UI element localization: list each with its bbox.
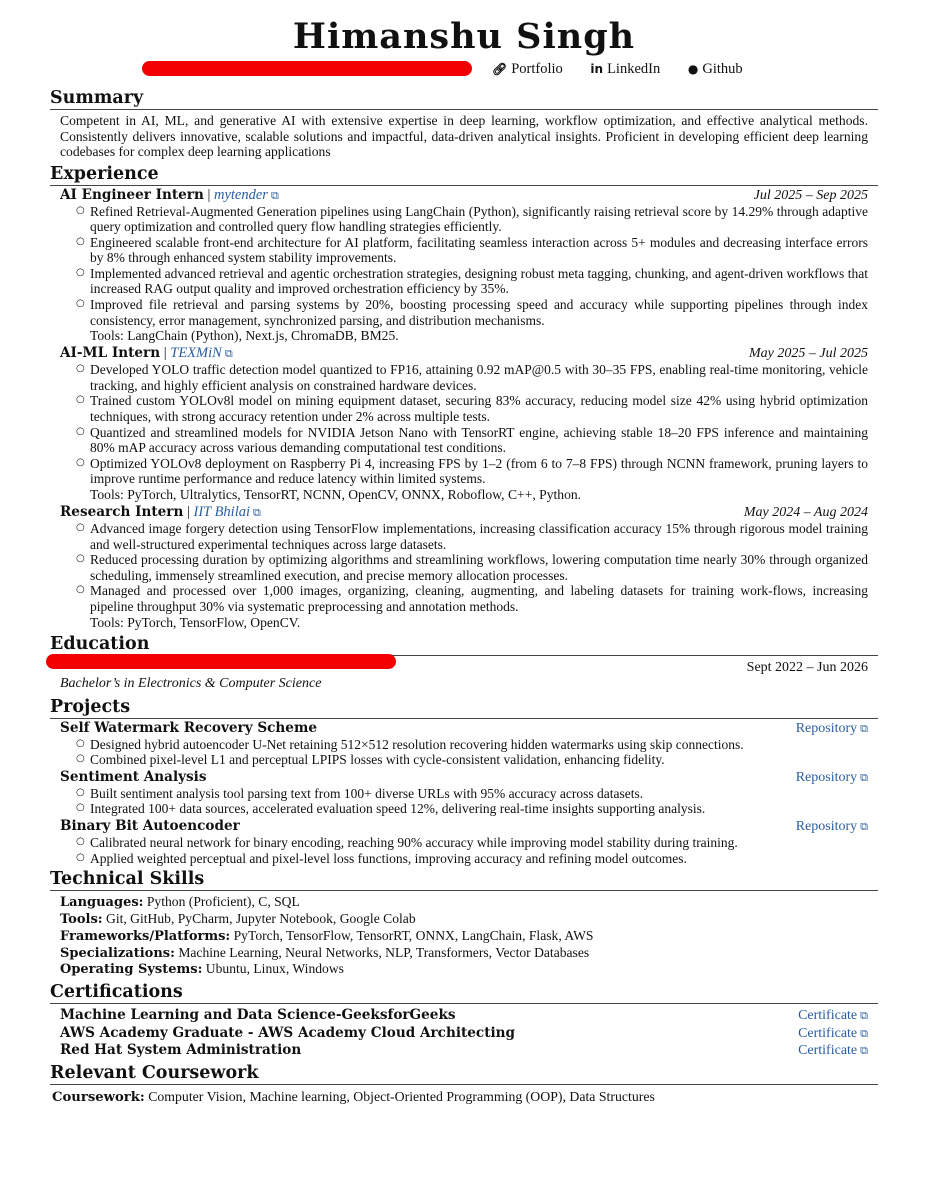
skill-row: Specializations: Machine Learning, Neural Networks, NLP, Transformers, Vector Databases [60, 944, 590, 961]
project-name: Self Watermark Recovery Scheme [60, 719, 317, 736]
certification-row [50, 1042, 878, 1060]
experience-heading: Experience [50, 163, 878, 186]
external-link-icon[interactable]: ⧉ [860, 1009, 868, 1023]
external-link-icon[interactable]: ⧉ [270, 188, 279, 202]
summary-heading: Summary [50, 87, 878, 110]
education-heading: Education [50, 633, 878, 656]
bullet: ○ Refined Retrieval-Augmented Generation pipelines using LangChain (Python), significantly raising retrieval score by 14.29% through adaptive query optimization and controlled query flow handling strategies efficiently. [90, 204, 868, 235]
certificate-link[interactable]: Certificate [798, 1043, 858, 1059]
external-link-icon[interactable]: ⧉ [860, 1026, 868, 1040]
job-role: Research Intern [60, 504, 184, 520]
coursework-line: Coursework: Computer Vision, Machine learning, Object-Oriented Programming (OOP), Data Structures [52, 1088, 655, 1105]
project-entry [50, 818, 878, 866]
education-dates: Sept 2022 – Jun 2026 [746, 659, 868, 675]
skills-list [50, 891, 878, 979]
certifications-heading: Certifications [50, 981, 878, 1004]
github-icon: ● [687, 62, 699, 76]
github-link[interactable]: ● Github [687, 61, 743, 77]
bullet: ○ Engineered scalable front-end architecture for AI platform, facilitating seamless interaction across 5+ modules and decreasing interface errors by 8% through enhanced system stability improvements. [90, 235, 868, 266]
bullet: ○ Advanced image forgery detection using TensorFlow implementations, increasing classification accuracy 15% through rigorous model training and well-structured experimental techniques across large datasets. [90, 521, 868, 552]
bullet: ○ Improved file retrieval and parsing systems by 20%, boosting processing speed and accuracy while supporting pipelines through index consistency, error management, synchronized parsing, and distribution mechanisms. [90, 297, 868, 328]
portfolio-link[interactable]: 🔗︎ Portfolio [492, 61, 563, 77]
bullet: ○ Quantized and streamlined models for NVIDIA Jetson Nano with TensorRT engine, achieving stable 18–20 FPS inference and maintaining 80% mAP accuracy across various demanding computational test conditions. [90, 425, 868, 456]
bullet: ○ Integrated 100+ data sources, accelerated evaluation speed 12%, delivering real-time insights supporting analysis. [90, 801, 868, 817]
repository-link[interactable]: Repository [795, 769, 858, 785]
certificate-link[interactable]: Certificate [798, 1025, 858, 1041]
external-link-icon[interactable]: ⧉ [860, 770, 868, 784]
project-entry [50, 720, 878, 768]
coursework-heading: Relevant Coursework [50, 1062, 878, 1085]
bullet: ○ Designed hybrid autoencoder U-Net retaining 512×512 resolution recovering hidden watermarks using skip connections. [90, 737, 868, 753]
redaction-bar [46, 654, 396, 669]
company-link[interactable]: TEXMiN [170, 345, 222, 362]
skill-row: Frameworks/Platforms: PyTorch, TensorFlow, TensorRT, ONNX, LangChain, Flask, AWS [60, 927, 594, 944]
link-icon: 🔗︎ [492, 62, 508, 76]
external-link-icon[interactable]: ⧉ [860, 1044, 868, 1058]
job-entry: AI-ML Intern | TEXMiN ⧉ May 2025 – Jul 2025 ○ Developed YOLO traffic detection model quantized to FP16, attaining 0.92 mAP@0.5 with 30–35 FPS, enabling real-time monitoring, vehicle tracking, and highly efficient analysis on constrained hardware devices. ○ Trained custom YOLOv8l model on mining equipment dataset, securing 83% accuracy, reducing model size 42% using hybrid optimization techniques, with strong accuracy retention under 2% across multiple tests. ○ Quantized and streamlined models for NVIDIA Jetson Nano with TensorRT engine, achieving stable 18–20 FPS inference and maintaining 80% mAP accuracy across various demanding computational test conditions. ○ Optimized YOLOv8 deployment on Raspberry Pi 4, increasing FPS by 1–2 (from 6 to 7–8 FPS) through NCNN framework, pruning layers to improve runtime performance and reduce latency within limited systems. Tools: PyTorch, Ultralytics, TensorRT, NCNN, OpenCV, ONNX, Roboflow, C++, Python. [50, 345, 878, 503]
linkedin-link[interactable]: in LinkedIn [590, 61, 661, 77]
repository-link[interactable]: Repository [795, 818, 858, 834]
company-link[interactable]: mytender [214, 186, 268, 203]
project-name: Binary Bit Autoencoder [60, 817, 240, 834]
bullet: ○ Built sentiment analysis tool parsing text from 100+ diverse URLs with 95% accuracy across datasets. [90, 786, 868, 802]
bullet: ○ Optimized YOLOv8 deployment on Raspberry Pi 4, increasing FPS by 1–2 (from 6 to 7–8 FPS) through NCNN framework, pruning layers to improve runtime performance and reduce latency within limited systems. [90, 456, 868, 487]
bullet: ○ Managed and processed over 1,000 images, organizing, cleaning, augmenting, and labeling datasets for training work-flows, increasing pipeline throughput 30% via systematic preprocessing and annotation methods. [90, 583, 868, 614]
bullet: ○ Implemented advanced retrieval and agentic orchestration strategies, designing robust meta tagging, chunking, and agent-driven workflows that increased RAG output quality and improved orchestration efficiency by 35%. [90, 266, 868, 297]
candidate-name: Himanshu Singh [292, 16, 636, 57]
external-link-icon[interactable]: ⧉ [224, 347, 233, 361]
job-dates: May 2025 – Jul 2025 [749, 346, 868, 362]
skills-heading: Technical Skills [50, 868, 878, 891]
bullet: ○ Trained custom YOLOv8l model on mining equipment dataset, securing 83% accuracy, reducing model size 42% using hybrid optimization techniques, with strong accuracy retention under 2% across multiple tests. [90, 393, 868, 424]
job-role: AI Engineer Intern [60, 186, 204, 203]
certification-row [50, 1025, 878, 1043]
bullet: ○ Reduced processing duration by optimizing algorithms and streamlining workflows, lowering computation time nearly 30% through organized scheduling, immensely streamlined execution, and precise memory allocation processes. [90, 552, 868, 583]
tools-line: Tools: PyTorch, Ultralytics, TensorRT, NCNN, OpenCV, ONNX, Roboflow, C++, Python. [90, 487, 582, 502]
external-link-icon[interactable]: ⧉ [860, 819, 868, 833]
bullet: ○ Combined pixel-level L1 and perceptual LPIPS losses with cycle-consistent validation, enhancing fidelity. [90, 752, 868, 768]
job-dates: May 2024 – Aug 2024 [743, 505, 868, 520]
tools-line: Tools: LangChain (Python), Next.js, ChromaDB, BM25. [90, 328, 399, 344]
external-link-icon[interactable]: ⧉ [860, 721, 868, 735]
project-entry [50, 769, 878, 817]
certification-name: Red Hat System Administration [60, 1042, 302, 1059]
education-entry [50, 656, 878, 694]
certificate-link[interactable]: Certificate [798, 1008, 858, 1024]
certification-row [50, 1007, 878, 1025]
summary-text: Competent in AI, ML, and generative AI with extensive expertise in deep learning, workflow optimization, and effective analytical methods. Consistently delivers innovative, scalable solutions and impactful, data-driven analytical insights. Proficient in developing efficient deep learning codebases for complex deep learning applications [60, 113, 868, 159]
skill-row: Tools: Git, GitHub, PyCharm, Jupyter Notebook, Google Colab [60, 910, 416, 927]
job-dates: Jul 2025 – Sep 2025 [753, 187, 868, 203]
project-name: Sentiment Analysis [60, 768, 207, 785]
skill-row: Operating Systems: Ubuntu, Linux, Windows [60, 961, 344, 978]
resume-page [50, 16, 878, 1109]
linkedin-icon: in [590, 62, 604, 76]
contact-row [50, 59, 878, 85]
repository-link[interactable]: Repository [795, 720, 858, 736]
redaction-bar [142, 61, 472, 76]
bullet: ○ Developed YOLO traffic detection model quantized to FP16, attaining 0.92 mAP@0.5 with 30–35 FPS, enabling real-time monitoring, vehicle tracking, and highly efficient analysis on constrained hardware devices. [90, 362, 868, 393]
tools-line: Tools: PyTorch, TensorFlow, OpenCV. [90, 614, 301, 630]
projects-heading: Projects [50, 696, 878, 719]
contact-links [492, 61, 767, 78]
education-degree: Bachelor’s in Electronics & Computer Science [60, 675, 322, 691]
job-role: AI-ML Intern [60, 345, 161, 362]
job-entry: AI Engineer Intern | mytender ⧉ Jul 2025 – Sep 2025 ○ Refined Retrieval-Augmented Generation pipelines using LangChain (Python), significantly raising retrieval score by 14.29% through adaptive query optimization and controlled query flow handling strategies efficiently. ○ Engineered scalable front-end architecture for AI platform, facilitating seamless interaction across 5+ modules and decreasing interface errors by 8% through enhanced system stability improvements. ○ Implemented advanced retrieval and agentic orchestration strategies, designing robust meta tagging, chunking, and agent-driven workflows that increased RAG output quality and improved orchestration efficiency by 35%. ○ Improved file retrieval and parsing systems by 20%, boosting processing speed and accuracy while supporting pipelines through index consistency, error management, synchronized parsing, and distribution mechanisms. Tools: LangChain (Python), Next.js, ChromaDB, BM25. [50, 187, 878, 345]
certification-name: AWS Academy Graduate - AWS Academy Cloud Architecting [60, 1024, 516, 1041]
bullet: ○ Applied weighted perceptual and pixel-level loss functions, improving accuracy and refining model outcomes. [90, 851, 868, 867]
company-link[interactable]: IIT Bhilai [193, 504, 251, 520]
certification-name: Machine Learning and Data Science-GeeksforGeeks [60, 1007, 456, 1024]
job-entry: Research Intern | IIT Bhilai ⧉ May 2024 – Aug 2024 ○ Advanced image forgery detection using TensorFlow implementations, increasing classification accuracy 15% through rigorous model training and well-structured experimental techniques across large datasets. ○ Reduced processing duration by optimizing algorithms and streamlining workflows, lowering computation time nearly 30% through organized scheduling, immensely streamlined execution, and precise memory allocation processes. ○ Managed and processed over 1,000 images, organizing, cleaning, augmenting, and labeling datasets for training work-flows, increasing pipeline throughput 30% via systematic preprocessing and annotation methods. Tools: PyTorch, TensorFlow, OpenCV. [50, 504, 878, 631]
bullet: ○ Calibrated neural network for binary encoding, reaching 90% accuracy while improving model stability during training. [90, 835, 868, 851]
skill-row: Languages: Python (Proficient), C, SQL [60, 894, 300, 911]
external-link-icon[interactable]: ⧉ [253, 506, 261, 519]
